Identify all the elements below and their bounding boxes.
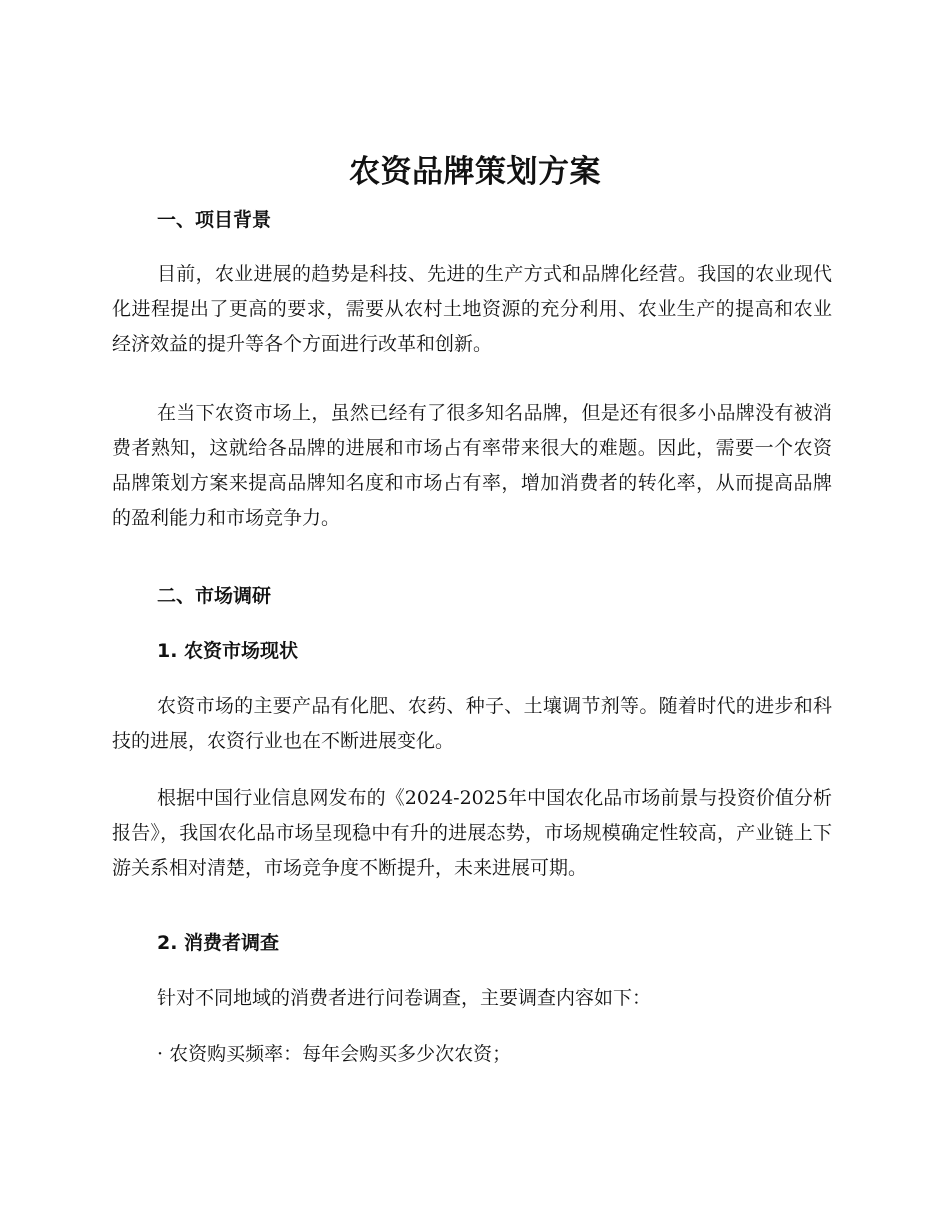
paragraph-background-1: 目前，农业进展的趋势是科技、先进的生产方式和品牌化经营。我国的农业现代化进程提出了更高的要求，需要从农村土地资源的充分利用、农业生产的提高和农业经济效益的提升等各个方面进行改革和创新。 bbox=[112, 263, 832, 355]
paragraph-market-status-1: 农资市场的主要产品有化肥、农药、种子、土壤调节剂等。随着时代的进步和科技的进展，农资行业也在不断进展变化。 bbox=[112, 695, 832, 752]
subsection-heading-market-status: 1. 农资市场现状 bbox=[157, 640, 299, 662]
paragraph-market-status-2: 根据中国行业信息网发布的《2024-2025年中国农化品市场前景与投资价值分析报告》，我国农化品市场呈现稳中有升的进展态势，市场规模确定性较高，产业链上下游关系相对清楚，市场竞争度不断提升，未来进展可期。 bbox=[112, 787, 832, 879]
section-heading-background: 一、项目背景 bbox=[157, 209, 272, 231]
paragraph-survey-intro: 针对不同地域的消费者进行问卷调查，主要调查内容如下： bbox=[157, 987, 652, 1009]
subsection-heading-consumer-survey: 2. 消费者调查 bbox=[157, 932, 280, 954]
paragraph-background-2: 在当下农资市场上，虽然已经有了很多知名品牌，但是还有很多小品牌没有被消费者熟知，这就给各品牌的进展和市场占有率带来很大的难题。因此，需要一个农资品牌策划方案来提高品牌知名度和市场占有率，增加消费者的转化率，从而提高品牌的盈利能力和市场竞争力。 bbox=[112, 402, 832, 529]
section-heading-market-research: 二、市场调研 bbox=[157, 585, 272, 607]
list-item-purchase-frequency: · 农资购买频率：每年会购买多少次农资； bbox=[157, 1043, 512, 1065]
document-title: 农资品牌策划方案 bbox=[349, 154, 601, 190]
